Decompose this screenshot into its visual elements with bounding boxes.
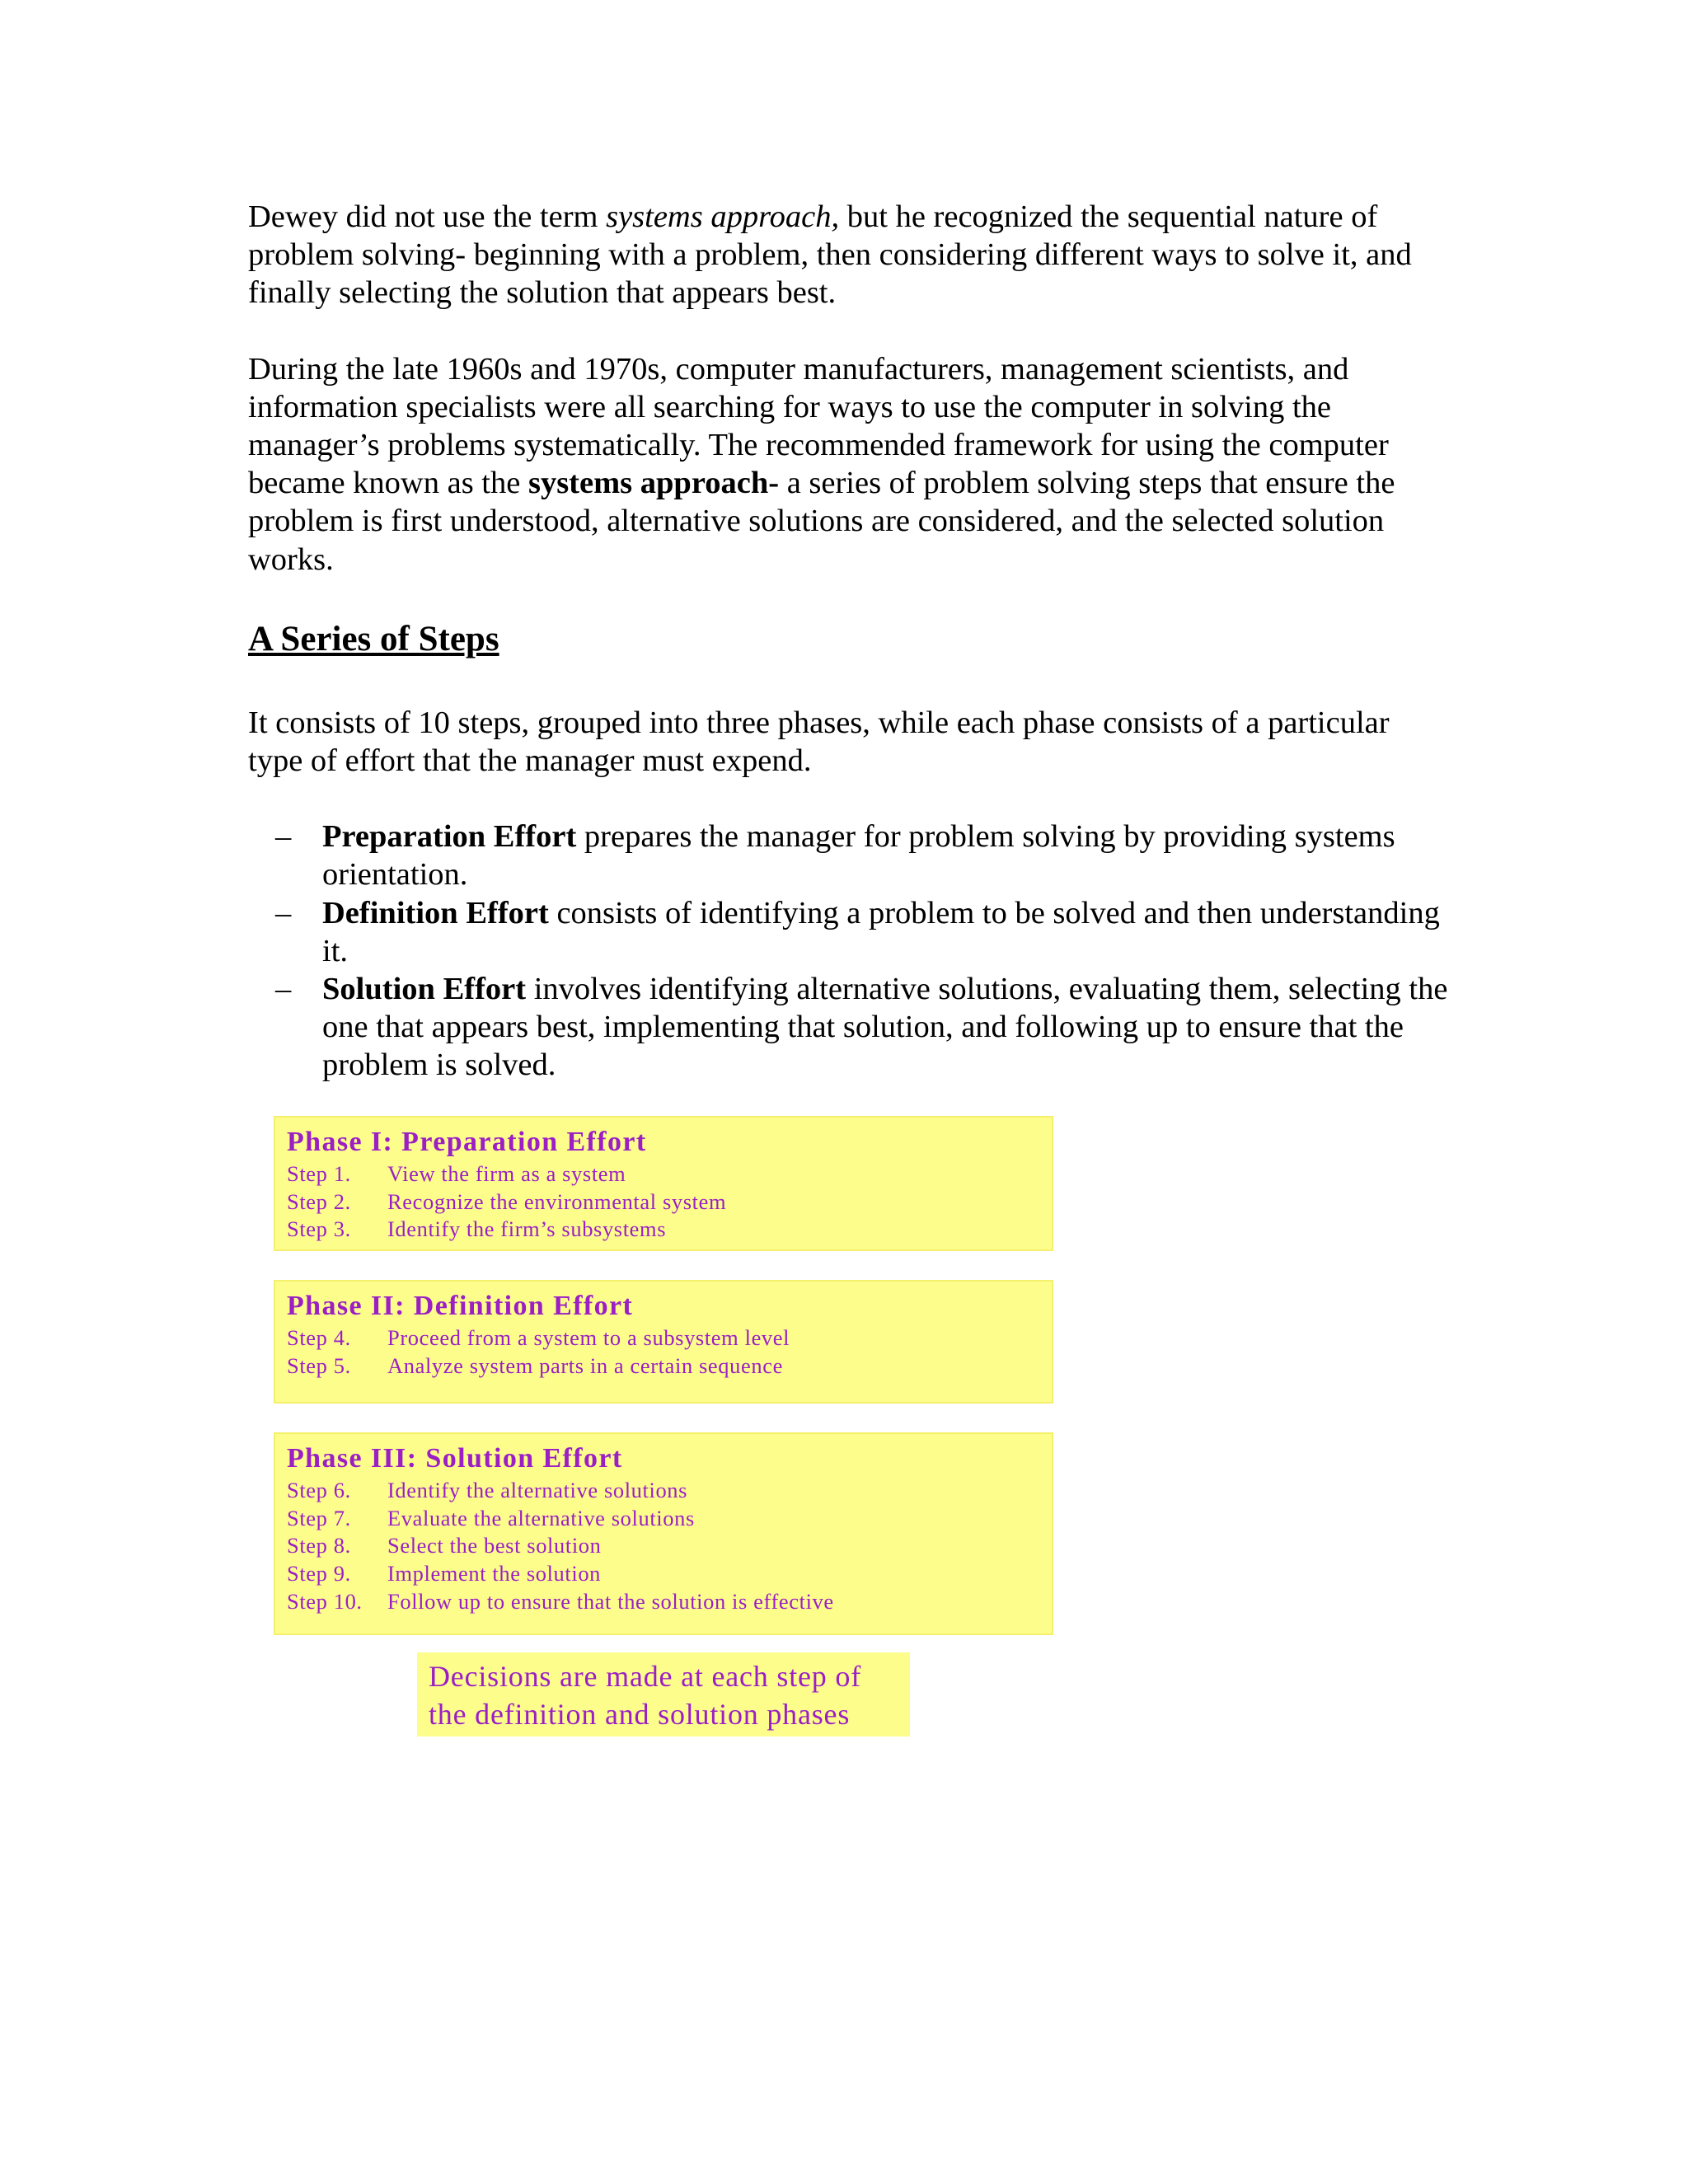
step-row — [287, 1477, 1040, 1505]
step-row — [287, 1505, 1040, 1533]
phase-box-solution — [274, 1432, 1053, 1635]
step-number: Step 8. — [287, 1533, 351, 1558]
step-number: Step 2. — [287, 1188, 351, 1214]
italic-term: systems approach, — [606, 199, 840, 234]
step-row — [287, 1532, 1040, 1560]
step-row — [287, 1588, 1040, 1616]
document-body — [248, 198, 1451, 1085]
step-text: Identify the alternative solutions — [387, 1478, 688, 1502]
phase-title: Phase II: Definition Effort — [287, 1291, 634, 1321]
bold-term: systems approach- — [528, 466, 780, 501]
paragraph-steps-intro: It consists of 10 steps, grouped into three phases, while each phase consists of a particular type of effort that the manager must expend. — [248, 705, 1390, 779]
note-line: Decisions are made at each step of — [429, 1660, 861, 1693]
dash-bullet: – — [275, 895, 292, 930]
step-number: Step 4. — [287, 1325, 351, 1350]
note-line: the definition and solution phases — [429, 1698, 851, 1731]
dash-bullet: – — [275, 819, 292, 855]
list-item-text: involves identifying alternative solutions, evaluating them, selecting the one that appears best, implementing that solution, and following up to ensure that the problem is solved. — [322, 972, 1448, 1083]
step-number: Step 10. — [287, 1588, 363, 1614]
bold-term: Preparation Effort — [322, 819, 577, 855]
phase-box-preparation — [274, 1116, 1053, 1251]
step-text: Identify the firm’s subsystems — [387, 1216, 667, 1242]
text-run: During the late 1960s and 1970s, computer manufacturers, management scientists, and information specialists were all searching for ways to use the computer in solving the manager’s problems systematically. The recommended framework for using the computer became known as the — [248, 351, 1389, 501]
paragraph-dewey — [248, 198, 1451, 312]
step-number: Step 9. — [287, 1561, 351, 1586]
step-text: View the firm as a system — [387, 1161, 626, 1186]
phase-title: Phase I: Preparation Effort — [287, 1127, 647, 1157]
bold-term: Definition Effort — [322, 895, 549, 930]
step-text: Recognize the environmental system — [387, 1188, 727, 1214]
list-item — [248, 894, 1451, 970]
step-row — [287, 1216, 1040, 1244]
step-row — [287, 1560, 1040, 1588]
paragraph-history — [248, 350, 1451, 579]
step-row — [287, 1324, 1040, 1352]
list-item-text: consists of identifying a problem to be solved and then understanding it. — [322, 895, 1440, 968]
step-row — [287, 1160, 1040, 1188]
step-text: Follow up to ensure that the solution is effective — [387, 1588, 834, 1614]
step-number: Step 5. — [287, 1352, 351, 1378]
dash-bullet: – — [275, 972, 292, 1007]
step-text: Proceed from a system to a subsystem level — [387, 1325, 790, 1350]
phase-box-definition — [274, 1280, 1053, 1404]
step-text: Analyze system parts in a certain sequence — [387, 1352, 783, 1378]
section-heading: A Series of Steps — [248, 619, 499, 658]
phase-title: Phase III: Solution Effort — [287, 1443, 623, 1474]
decisions-note — [417, 1652, 910, 1736]
step-number: Step 7. — [287, 1505, 351, 1530]
text-run: but he recognized the sequential nature of problem solving- beginning with a problem, then considering different ways to solve it, and finally selecting the solution that appears best. — [248, 199, 1412, 311]
step-text: Select the best solution — [387, 1533, 602, 1558]
text-run: Dewey did not use the term — [248, 199, 607, 234]
step-text: Evaluate the alternative solutions — [387, 1505, 695, 1530]
step-row — [287, 1352, 1040, 1380]
step-row — [287, 1188, 1040, 1216]
effort-list — [248, 818, 1451, 1084]
step-number: Step 1. — [287, 1161, 351, 1186]
text-run: a series of problem solving steps that ensure the problem is first understood, alternative solutions are considered, and the selected solution works. — [248, 466, 1395, 577]
step-number: Step 3. — [287, 1216, 351, 1242]
list-item — [248, 970, 1451, 1085]
step-number: Step 6. — [287, 1478, 351, 1502]
bold-term: Solution Effort — [322, 972, 527, 1007]
step-text: Implement the solution — [387, 1561, 602, 1586]
list-item-text: prepares the manager for problem solving by providing systems orientation. — [322, 819, 1395, 893]
list-item — [248, 818, 1451, 893]
